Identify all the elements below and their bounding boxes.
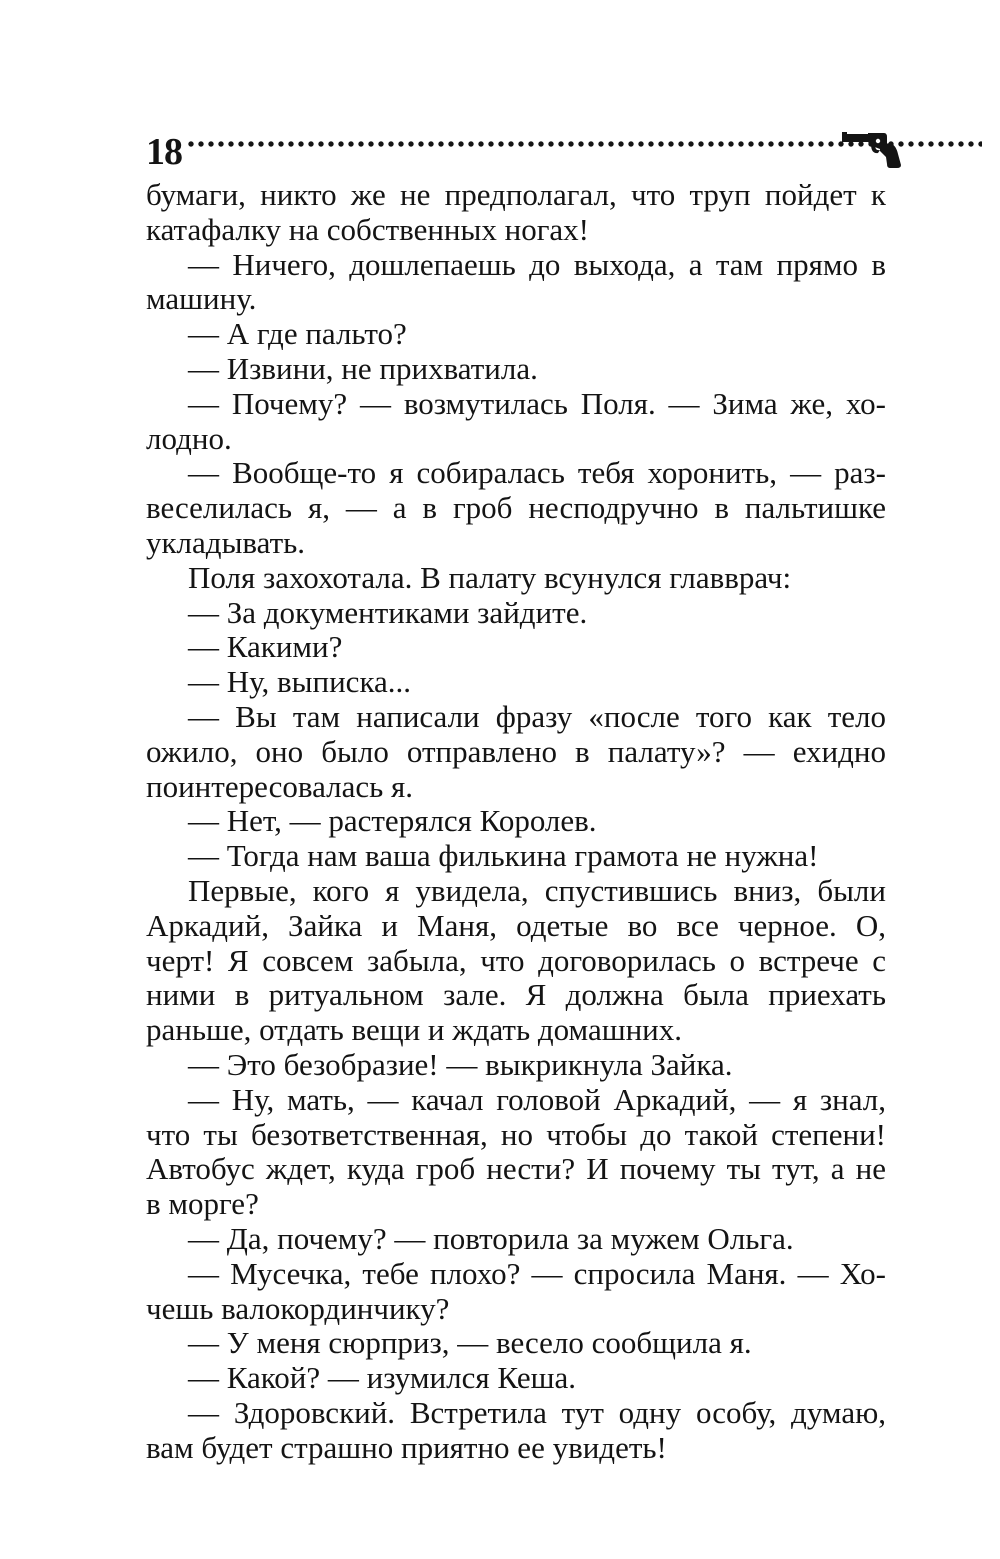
text-line: черт! Я совсем забыла, что договорилась о встрече с <box>146 942 886 978</box>
text-line: — У меня сюрприз, — весело сообщила я. <box>188 1325 752 1361</box>
text-line: ожило, оно было отправлено в палату»? — ехидно <box>146 733 886 769</box>
text-line: — Да, почему? — повторила за мужем Ольга. <box>188 1220 794 1256</box>
text-line: бумаги, никто же не предполагал, что труп пойдет к <box>146 177 886 212</box>
text-line: — Вообще-то я собиралась тебя хоронить, — раз- <box>188 455 886 491</box>
text-line: — Какими? <box>188 629 343 665</box>
text-line: что ты безответственная, но чтобы до такой степени! <box>146 1116 886 1152</box>
text-line: Автобус ждет, куда гроб нести? И почему ты тут, а не <box>146 1151 886 1187</box>
text-line: — Ничего, дошлепаешь до выхода, а там прямо в <box>188 246 886 282</box>
text-line: чешь валокординчику? <box>146 1290 450 1326</box>
text-line: — Извини, не прихватила. <box>188 350 538 386</box>
text-line: в морге? <box>146 1186 259 1222</box>
text-line: Первые, кого я увидела, спустившись вниз, были <box>188 872 886 908</box>
text-line: раньше, отдать вещи и ждать домашних. <box>146 1012 683 1048</box>
text-line: ними в ритуальном зале. Я должна была приехать <box>146 977 886 1013</box>
text-line: — За документиками зайдите. <box>188 594 588 630</box>
text-line: — Какой? — изумился Кеша. <box>188 1360 576 1396</box>
text-line: — А где пальто? <box>188 316 407 352</box>
text-line: веселилась я, — а в гроб несподручно в пальтишке <box>146 490 886 526</box>
body-text <box>146 178 886 1465</box>
text-line: укладывать. <box>146 524 306 560</box>
text-line: Поля захохотала. В палату всунулся главврач: <box>188 559 792 595</box>
text-line: машину. <box>146 281 257 317</box>
text-line: — Это безобразие! — выкрикнула Зайка. <box>188 1046 733 1082</box>
text-line: — Ну, мать, — качал головой Аркадий, — я знал, <box>188 1081 886 1117</box>
text-line: Аркадий, Зайка и Маня, одетые во все черное. О, <box>146 907 886 943</box>
text-line: — Мусечка, тебе плохо? — спросила Маня. — Хо- <box>188 1255 886 1291</box>
text-line: — Вы там написали фразу «после того как тело <box>188 698 886 734</box>
page-number: 18 <box>146 131 182 173</box>
text-line: — Здоровский. Встретила тут одну особу, думаю, <box>188 1394 886 1430</box>
text-line: поинтересовалась я. <box>146 768 414 804</box>
page-header <box>146 126 906 178</box>
text-line: — Тогда нам ваша филькина грамота не нужна! <box>188 838 819 874</box>
text-line: катафалку на собственных ногах! <box>146 211 589 247</box>
text-line: лодно. <box>146 420 232 456</box>
text-line: — Почему? — возмутилась Поля. — Зима же, хо- <box>188 385 886 421</box>
revolver-icon <box>842 130 902 168</box>
text-line: — Нет, — растерялся Королев. <box>188 803 597 839</box>
text-line: — Ну, выписка... <box>188 664 412 700</box>
text-line: вам будет страшно приятно ее увидеть! <box>146 1429 667 1465</box>
